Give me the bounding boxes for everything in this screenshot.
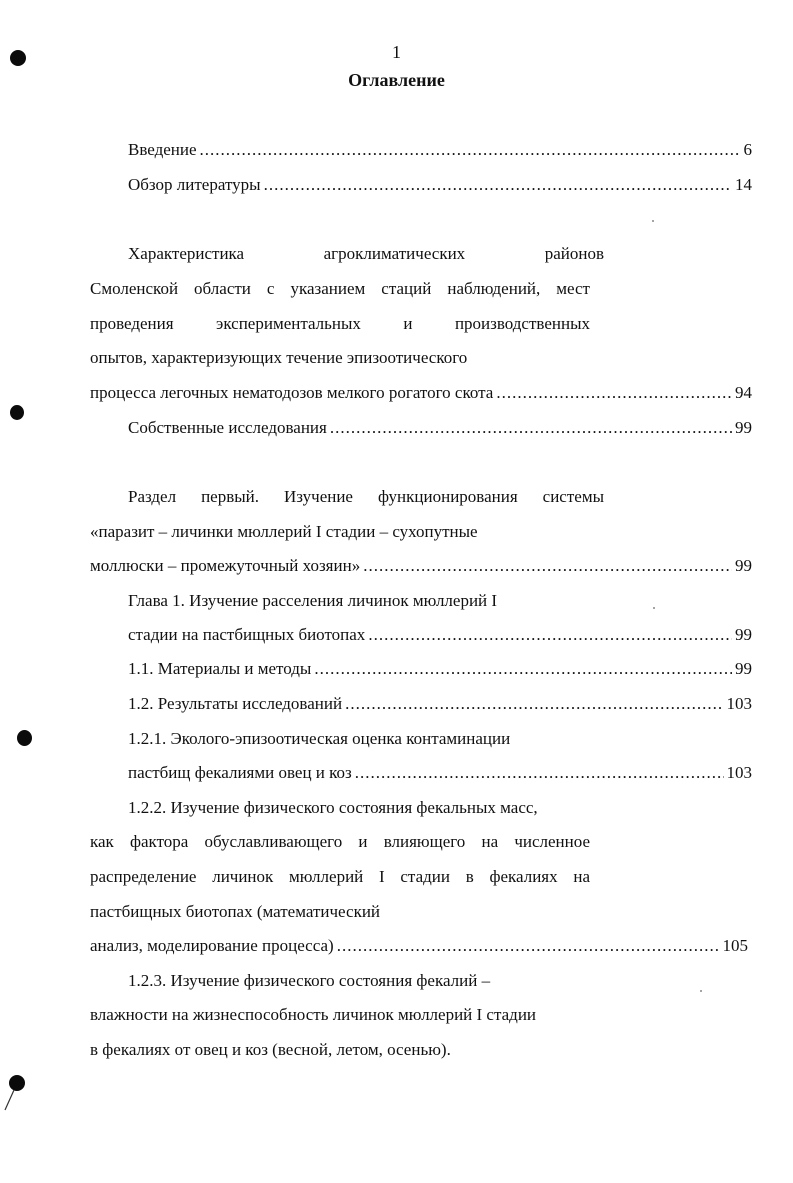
toc-entry-line[interactable]: Характеристика агроклиматических районов <box>128 244 604 263</box>
toc-entry-page: 14 <box>735 175 752 194</box>
toc-entry-title: 1.2. Результаты исследований <box>128 694 343 713</box>
toc-entry-page: 103 <box>726 763 752 782</box>
dot-leader <box>496 381 732 405</box>
page-title: Оглавление <box>348 70 445 90</box>
toc-entry-line[interactable]: «паразит – личинки мюллерий I стадии – сухопутные <box>90 522 478 541</box>
toc-entry-page: 94 <box>735 383 752 402</box>
dot-leader <box>368 623 732 647</box>
dot-leader <box>337 934 720 958</box>
dot-leader <box>314 657 732 681</box>
toc-entry-page: 99 <box>735 659 752 678</box>
toc-entry-page: 99 <box>735 625 752 644</box>
toc-entry-line[interactable]: 1.2.1. Эколого-эпизоотическая оценка контаминации <box>128 729 511 748</box>
toc-entry-title: пастбищ фекалиями овец и коз <box>128 763 352 782</box>
toc-entry-line[interactable]: Раздел первый. Изучение функционирования системы <box>128 487 604 506</box>
toc-entry-line[interactable]: как фактора обуславливающего и влияющего на численное <box>90 832 590 851</box>
toc-entry-title: 1.1. Материалы и методы <box>128 659 312 678</box>
toc-entry-line[interactable]: распределение личинок мюллерий I стадии в фекалиях на <box>90 867 590 886</box>
toc-entry-1-2-1[interactable] <box>128 761 752 785</box>
toc-entry-title: Обзор литературы <box>128 175 261 194</box>
dot-leader <box>330 416 732 440</box>
dot-leader <box>363 554 732 578</box>
page-number: 1 <box>392 42 401 62</box>
toc-entry-line[interactable]: влажности на жизнеспособность личинок мюллерий I стадии <box>90 1005 537 1024</box>
toc-entry-page: 105 <box>722 936 748 955</box>
scan-speck <box>653 607 655 609</box>
toc-entry-line[interactable]: опытов, характеризующих течение эпизоотического <box>90 348 468 367</box>
toc-entry-line[interactable]: Смоленской области с указанием стаций наблюдений, мест <box>90 279 590 298</box>
toc-entry-own-research[interactable] <box>128 416 752 440</box>
dot-leader <box>264 173 732 197</box>
toc-entry-title: Собственные исследования <box>128 418 327 437</box>
toc-entry-title: процесса легочных нематодозов мелкого рогатого скота <box>90 383 494 402</box>
toc-entry-1-2[interactable] <box>128 692 752 716</box>
toc-entry-page: 103 <box>726 694 752 713</box>
toc-entry-page: 99 <box>735 418 752 437</box>
toc-entry-intro[interactable] <box>128 138 752 162</box>
toc-entry-line[interactable]: 1.2.2. Изучение физического состояния фекальных масс, <box>128 798 538 817</box>
dot-leader <box>355 761 724 785</box>
toc-entry-line[interactable]: в фекалиях от овец и коз (весной, летом, осенью). <box>90 1040 451 1059</box>
punch-hole-mark <box>10 405 24 420</box>
toc-entry-1-2-2[interactable] <box>90 934 748 958</box>
scan-speck <box>700 990 702 992</box>
scan-speck <box>652 220 654 222</box>
toc-entry-page: 6 <box>743 140 752 159</box>
toc-entry-line[interactable]: пастбищных биотопах (математический <box>90 902 381 921</box>
toc-entry-title: стадии на пастбищных биотопах <box>128 625 366 644</box>
toc-entry-part1[interactable] <box>90 554 752 578</box>
toc-entry-line[interactable]: 1.2.3. Изучение физического состояния фекалий – <box>128 971 491 990</box>
scan-stroke-mark <box>2 1088 18 1112</box>
toc-entry-page: 99 <box>735 556 752 575</box>
punch-hole-mark <box>17 730 32 746</box>
toc-entry-title: моллюски – промежуточный хозяин» <box>90 556 361 575</box>
toc-entry-review[interactable] <box>128 173 752 197</box>
toc-entry-title: анализ, моделирование процесса) <box>90 936 334 955</box>
toc-entry-line[interactable]: проведения экспериментальных и производственных <box>90 314 590 333</box>
toc-entry-agroclimatic[interactable] <box>90 381 752 405</box>
toc-entry-chapter1[interactable] <box>128 623 752 647</box>
dot-leader <box>345 692 723 716</box>
toc-entry-1-1[interactable] <box>128 657 752 681</box>
dot-leader <box>200 138 741 162</box>
toc-entry-line[interactable]: Глава 1. Изучение расселения личинок мюллерий I <box>128 591 498 610</box>
toc-entry-title: Введение <box>128 140 197 159</box>
